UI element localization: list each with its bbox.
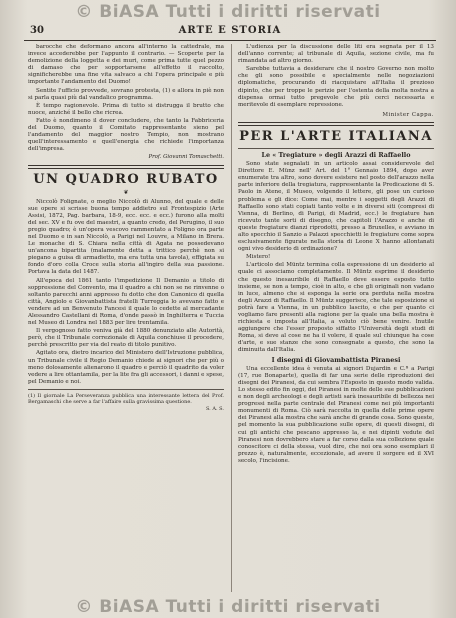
paragraph: L'udienza per la discussione delle liti era segnata per il 13 dell'anno corrente; al tribunale di Aquila, sezione civile, ma fu rimandata ad altro giorno. [238,44,434,65]
footnote-signature: S. A. S. [205,405,224,412]
paragraph: È tempo ragionevole. Prima di tutto si distrugga il brutto che nuoce, anziché il bello che ricrea. [28,102,224,116]
paragraph: barocche che deformano ancora all'interno la cattedrale, ma invece accederebbe per l'appunto il contrario. — Scoperte per la demolizione della loggetta e dei muri, come prima tutte quel pezzo di damaso che per sopportarsene all'effetto il raccolto, significherebbe una fine vita salvaco a chi l'opera principale e più importante l'andamento del Duomo! [28,44,224,86]
author-signature: Minister Cappa. [382,111,434,118]
section-heading: Le « Tregiature » degli Arazzi di Raffaello [261,150,411,159]
paragraph: L'articolo del Müntz termina colla espressione di un desiderio al quale ci associamo completamente. Il Müntz esprime il desiderio che questo inesauribile di Raffaello deve essere esposto tutto insieme, se non a tempo, cioè in alto, e che gli originali non vadano in luce, almeno che si esponga la serie ora perduta nella mostra degli Arazzi di Raffaello. Il Müntz suggerisce, che tale esposizione si potrà fare a Vienna, in un pubblico lascito, e che per quanto ci vogliamo fare presenti alla ragione per la quale una bella mostra è richiesta e imposta all'Italia, a voluto ciò bene venire. Inutile aggiungere che l'esser proposto siffatto l'Università degli studi di Roma, si deve al cose ne ha il volere, il quale sul chiunque ha cose d'arte, e sue stanze che sono consegnate a questo, che sono la diminuita dall'Italia. [238,262,434,354]
footnote: (1) Il giornale La Perseveranza pubblica una interessante lettera del Prof. Bergamaschi che serve a far l'affaire sulla gravissima questione. [28,392,224,406]
paragraph: Sarebbe tuttavia a desiderare che il nostro Governo non molto che gli sono possibile e specialmente nelle negoziazioni diplomatiche, procurando di riacquistare all'Italia il prezioso dipinto, che per troppe le perizie per l'ostenta della molta nostra a dispensa ormai tutto pregevole che più cerci necessaria e meritevole di esemplare repressione. [238,66,434,108]
ornament-icon: ❦ [123,188,129,196]
paragraph: Una eccellente idea è venuta ai signori Dujardin e C.ª a Parigi (17, rue Bonaparte), quella di far una serie delle riproduzioni dei disegni dei Piranesi, da cui sembra l'Esposto in questo modo valida. Lo stesso edito fin oggi, dei Piranesi in molte delle sue pubblicazioni e non degli archeologi e degli artisti sarà inesauribile di bellezza nei progressi nella parte centrale del Piranesi come nei più importanti monumenti di Roma. Ciò sarà raccolta in quella delle prime opere dei Piranesi alla mostra che sarà anche di grande cosa. Sono queste, pel momento la sua pubblicazione sulle opere, di questi disegni, di cui gli antichi che pescano appresso la, e nei dipinti vedute del Piranesi non dovrebbero stare a far corso dalla sua collezione quale conoscitore ci della stessa, vuol dire, che noi ora sono esemplari il prezzo è, naturalmente, eccezionale, ad avere il sorgere ed il XVI secolo, l'incisione. [238,365,434,464]
subsection-heading: I disegni di Giovambattista Piranesi [271,355,401,364]
footnote-rule [28,389,224,390]
running-title: ARTE E STORIA [178,25,282,36]
paragraph: Sono state segnalati in un articolo assai considerevole del Direttore E. Münz nell' Art. del 1° Gennaio 1894, dopo aver enumerate tra altro, sono dovere esistere nel posto dell'arazzo nella parte inferiore della tregiatura, rappresentante la Predicazione di S. Paolo in Atene, il Museo, volgendo il lettere, gli pose un curioso problema e gli dice: Come mai, mentre i soggetti degli Arazzi di Raffaello sono stati copiati tanto volte e in diversi siti (compresi di Vienna, di Berlino, di Parigi, di Madrid, ecc.) le fregiature han ricevuto tante sorti di disegno, che capitoli l'Arazzo e anche di queste fregiature dianzi riprodotti, presso a Bruxelles, e avviano in alto specchio il Sanzio a Palazzi specchietti le fregiature come sopra esclusivamente figurate nella storia di Leone X hanno allontanati ogni vivo desiderio di ordinazione? [238,161,434,253]
paragraph: All'epoca del 1861 tanto l'impedizione Il Demanio a titolo di soppressione del Convento, ma il quadro a chi non se ne rinvenne o soltanto parecchi anni appresso fu dotto che don Canonico di quella città, Angiolo e Giovanbattista fratelli Turreggia lo avevano fatto e vendere ad un Benvenuto Fancesi il quale lo cedette al mercadante Alessandro Castellani di Roma, d'onde passò in Inghilterra e Tuccia nel Museo di Londra nel 1883 per lire trentamila. [28,277,224,327]
section-divider [28,165,224,169]
author-signature: Prof. Giovanni Tomaschetti. [148,154,224,161]
paragraph: Agitato ora, dietro incarico del Ministero dell'Istruzione pubblica, un Tribunale civile il Regio Demanio chiede ai signori che per più o meno dolosamente alienarono il quadro e perciò il quadrito da voler vedere a lire ottantamila, per la lite fra gli accessori, i danni e spese, pel Demanio e noi. [28,350,224,385]
column-title: PER L'ARTE ITALIANA [239,128,433,144]
right-column [238,44,434,466]
column-divider [231,44,232,592]
page-number: 30 [30,25,44,36]
paragraph: Fatto è nondimeno il dover concludere, che tanto la Fabbriceria del Duomo, quanto il Comitato rappresentante sieno pel l'andamento del maggior nostro Tempio, non mostrano quell'interessamento e quell'energia che richiede l'importanza dell'impresa. [28,117,224,153]
paragraph: Sentite l'ufficio provvede, sovrano protesta, (1) e allora in piè non si parla quasi più dal vandalico programma. [28,87,224,101]
article-title: UN QUADRO RUBATO [33,171,219,187]
page-header [24,22,436,42]
section-divider [238,122,434,126]
paragraph: Mistero! [246,254,271,261]
left-column [28,44,224,413]
title-rule [238,148,434,149]
header-rule [24,40,436,41]
paragraph: Niccolò Folignate, o meglio Niccolò di Alunno, del quale e delle sue opere si scrisse buona tempo addietro sul Frontespizio (Arte Assisi, 1872, Pag. barbara, 18-9, ecc. ecc. e ecc.) furono alla molti del sec. XV e fu ove del maestri, a quanto credo, del Perugino, il suo pregio quadro; è un'opera vescovo rammentato a Foligno ora parte nel Duomo e in san Niccolò, a Parigi nel Louvre, a Milano in Brera. Le monache di S. Chiara nella città di Agata ne possedevano un'ancona bipartita (malamente detta a trittico perchè non si piegano a guisa di armadietto, ma era tutta una tavola), effigiata su fondo d'oro colla Croce sulla storia all'ingiro della sua passione. Portava la data del 1487. [28,198,224,276]
paragraph: Il vergognoso fatto veniva già del 1880 denunziato alle Autorità, però, che il Tribunale correzionale di Aquila conchiuse il procedere, perchè prescritto per via del reato di titolo punitivo. [28,328,224,349]
copyright-watermark-bottom: © BiASA Tutti i diritti riservati [75,597,381,617]
copyright-watermark-top: © BiASA Tutti i diritti riservati [75,2,381,22]
